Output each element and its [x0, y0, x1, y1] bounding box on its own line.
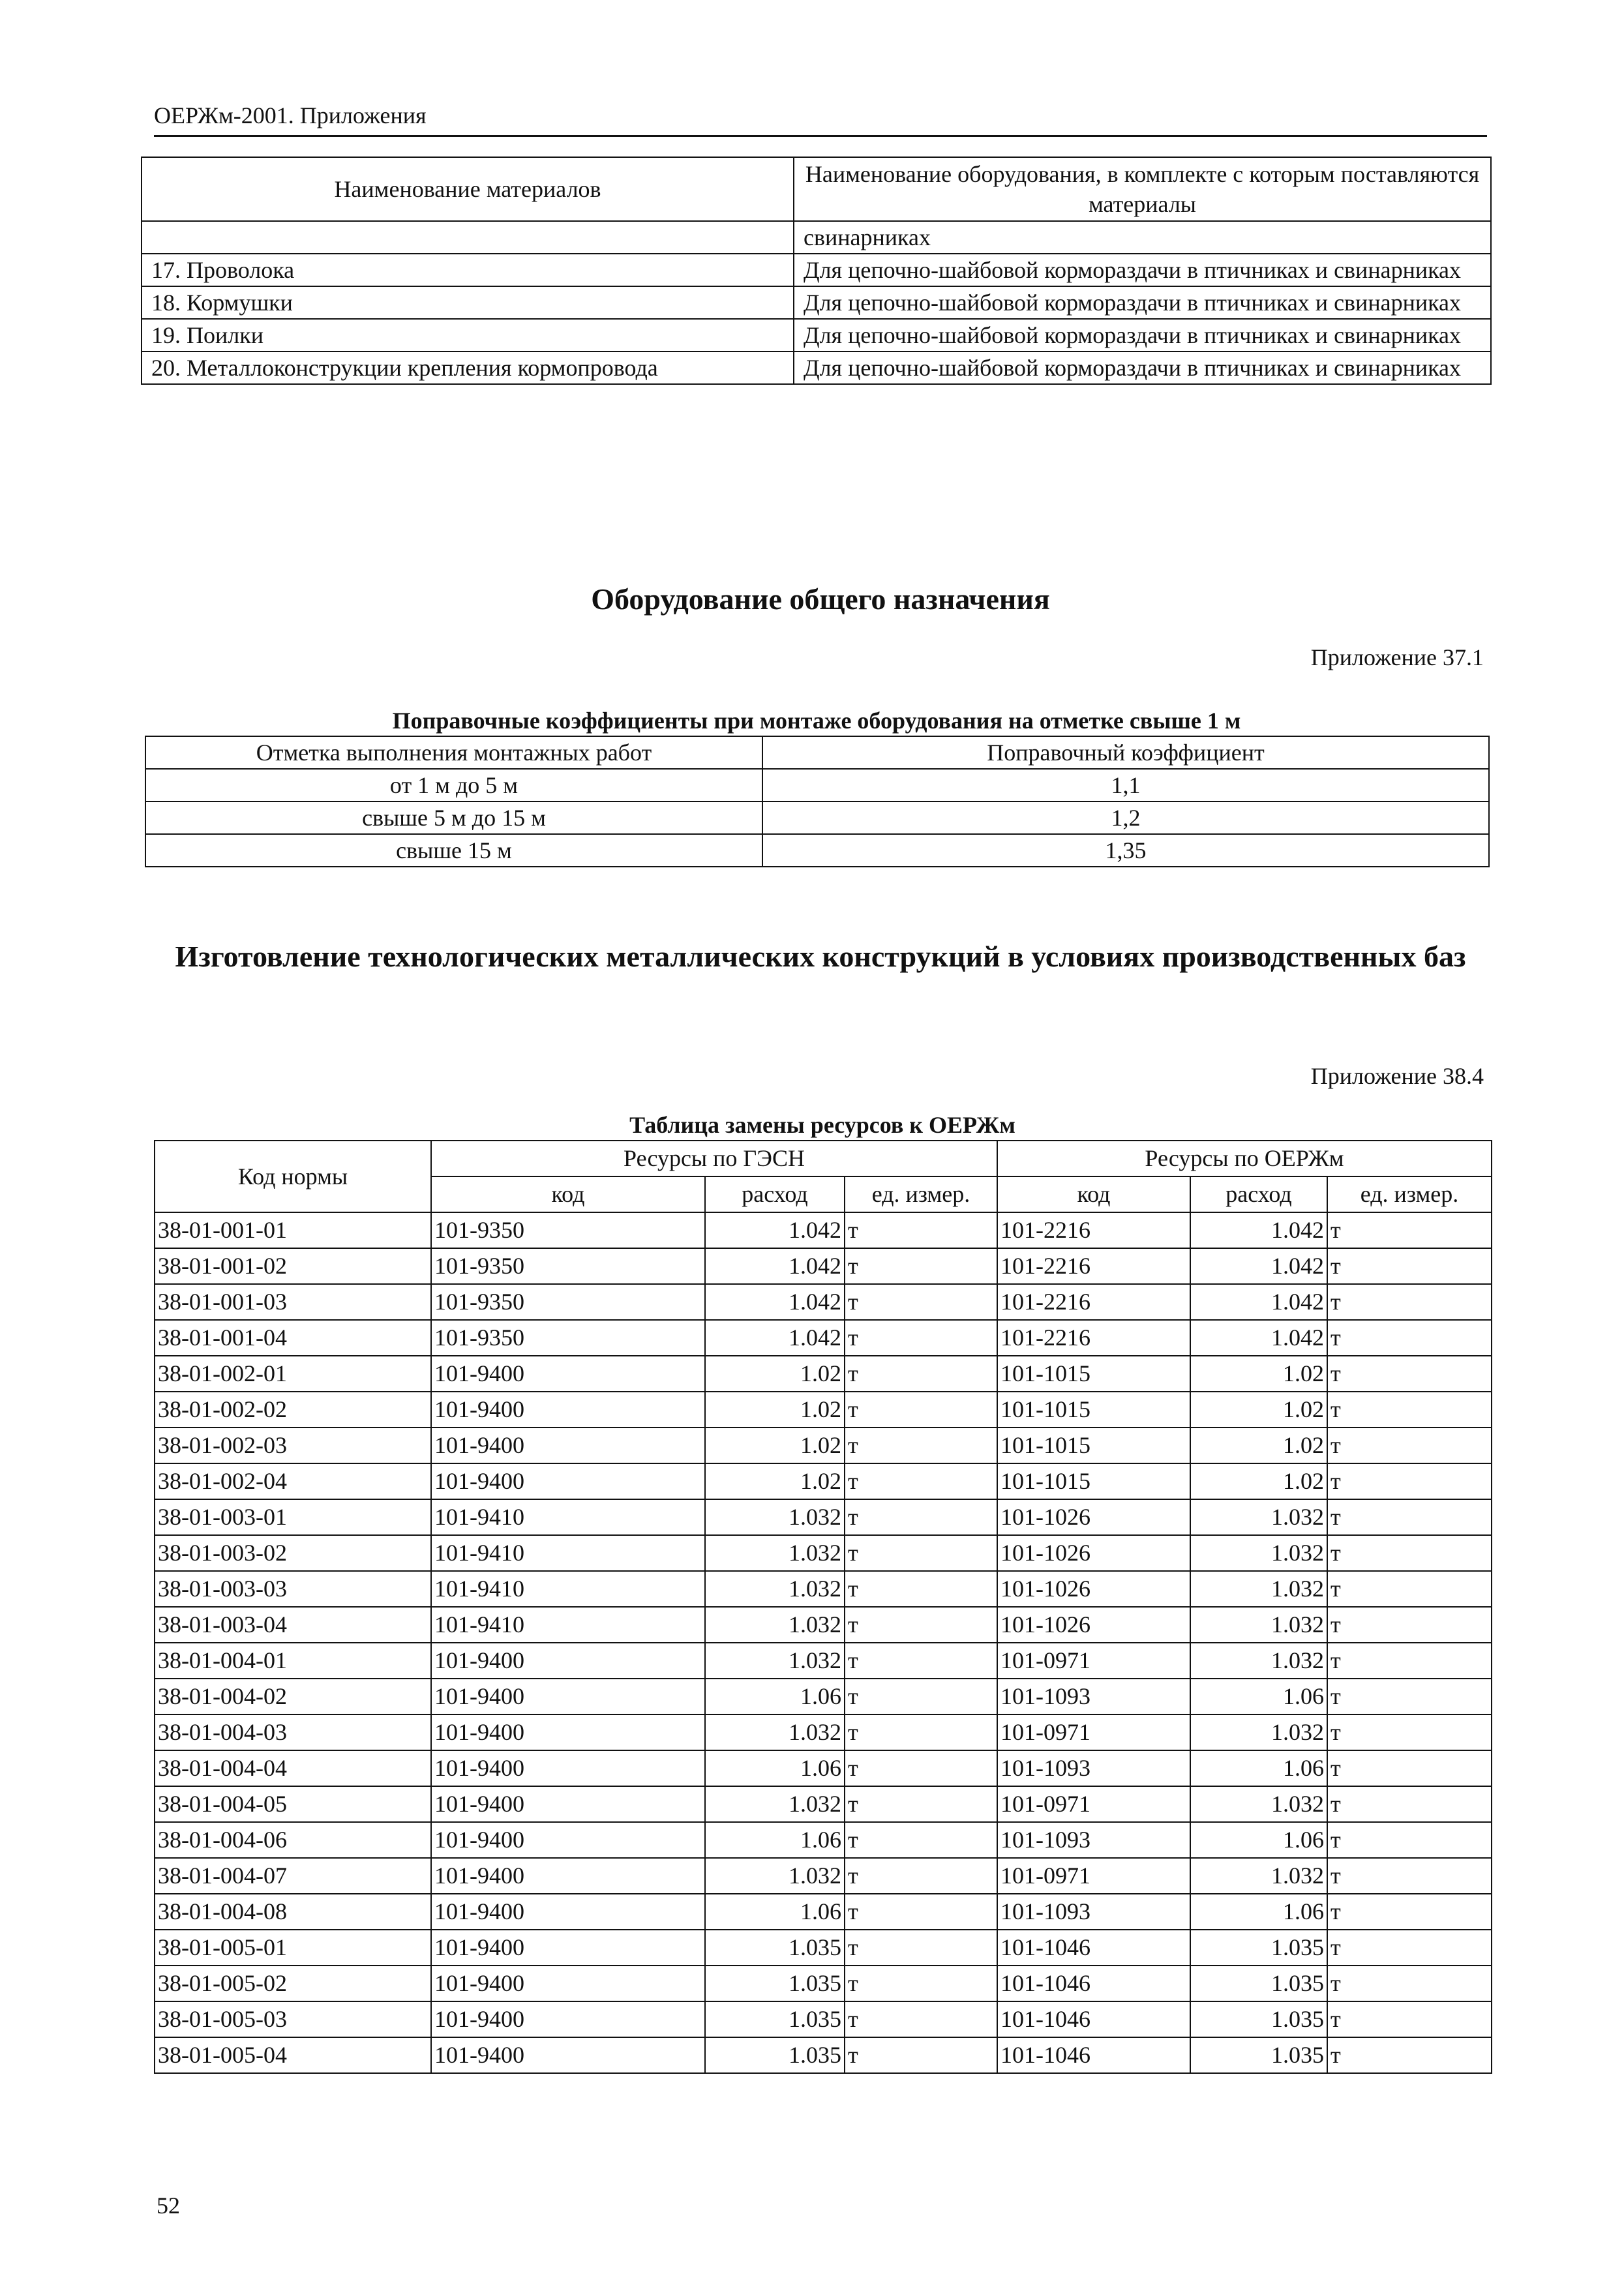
resources-row: [155, 1643, 1492, 1679]
gesn-unit: т: [845, 1392, 997, 1428]
oerzhm-code: 101-2216: [997, 1284, 1190, 1320]
gesn-code: 101-9400: [431, 1894, 705, 1930]
material-equipment: Для цепочно-шайбовой кормораздачи в птичниках и свинарниках: [794, 319, 1491, 352]
oerzhm-code: 101-1015: [997, 1356, 1190, 1392]
header-equipment: Наименование оборудования, в комплекте с которым поставляются материалы: [794, 157, 1491, 221]
material-equipment: Для цепочно-шайбовой кормораздачи в птичниках и свинарниках: [794, 352, 1491, 384]
oerzhm-consumption: 1.02: [1190, 1356, 1327, 1392]
coefficients-row: [145, 834, 1489, 867]
norm-code: 38-01-001-01: [155, 1212, 431, 1248]
gesn-code: 101-9400: [431, 1966, 705, 2001]
oerzhm-code: 101-0971: [997, 1714, 1190, 1750]
header-materials: Наименование материалов: [142, 157, 794, 221]
coefficients-header: [145, 736, 1489, 769]
gesn-consumption: 1.02: [705, 1392, 845, 1428]
gesn-consumption: 1.06: [705, 1750, 845, 1786]
gesn-consumption: 1.042: [705, 1212, 845, 1248]
materials-row: [142, 319, 1491, 352]
header-oerzhm-resources: Ресурсы по ОЕРЖм: [997, 1141, 1492, 1176]
gesn-unit: т: [845, 1248, 997, 1284]
gesn-unit: т: [845, 1284, 997, 1320]
gesn-consumption: 1.032: [705, 1643, 845, 1679]
oerzhm-unit: т: [1327, 2001, 1492, 2037]
resources-row: [155, 1607, 1492, 1643]
gesn-code: 101-9410: [431, 1571, 705, 1607]
materials-row: [142, 286, 1491, 319]
oerzhm-unit: т: [1327, 1750, 1492, 1786]
oerzhm-consumption: 1.032: [1190, 1607, 1327, 1643]
oerzhm-code: 101-1015: [997, 1392, 1190, 1428]
coefficients-table: [145, 736, 1490, 867]
gesn-consumption: 1.02: [705, 1463, 845, 1499]
oerzhm-code: 101-1093: [997, 1750, 1190, 1786]
oerzhm-consumption: 1.06: [1190, 1822, 1327, 1858]
gesn-consumption: 1.032: [705, 1499, 845, 1535]
coefficient-value: 1,1: [762, 769, 1489, 801]
gesn-consumption: 1.035: [705, 2037, 845, 2073]
continuation-empty: [142, 221, 794, 254]
oerzhm-unit: т: [1327, 1894, 1492, 1930]
gesn-unit: т: [845, 1607, 997, 1643]
gesn-consumption: 1.035: [705, 1930, 845, 1966]
norm-code: 38-01-004-02: [155, 1679, 431, 1714]
oerzhm-consumption: 1.035: [1190, 1966, 1327, 2001]
gesn-code: 101-9400: [431, 1463, 705, 1499]
oerzhm-unit: т: [1327, 1284, 1492, 1320]
header-gesn-unit: ед. измер.: [845, 1176, 997, 1212]
coefficients-row: [145, 801, 1489, 834]
oerzhm-consumption: 1.06: [1190, 1679, 1327, 1714]
norm-code: 38-01-003-02: [155, 1535, 431, 1571]
oerzhm-unit: т: [1327, 1535, 1492, 1571]
oerzhm-code: 101-1026: [997, 1535, 1190, 1571]
header-oerzhm-code: код: [997, 1176, 1190, 1212]
oerzhm-consumption: 1.042: [1190, 1284, 1327, 1320]
oerzhm-consumption: 1.035: [1190, 2001, 1327, 2037]
resources-row: [155, 1679, 1492, 1714]
resources-row: [155, 1571, 1492, 1607]
coefficient-value: 1,35: [762, 834, 1489, 867]
oerzhm-code: 101-1093: [997, 1822, 1190, 1858]
gesn-code: 101-9350: [431, 1212, 705, 1248]
gesn-consumption: 1.06: [705, 1822, 845, 1858]
oerzhm-consumption: 1.042: [1190, 1248, 1327, 1284]
gesn-consumption: 1.032: [705, 1535, 845, 1571]
gesn-code: 101-9400: [431, 2037, 705, 2073]
gesn-unit: т: [845, 1463, 997, 1499]
gesn-consumption: 1.032: [705, 1714, 845, 1750]
oerzhm-unit: т: [1327, 2037, 1492, 2073]
gesn-consumption: 1.042: [705, 1248, 845, 1284]
oerzhm-code: 101-1026: [997, 1499, 1190, 1535]
gesn-consumption: 1.032: [705, 1786, 845, 1822]
oerzhm-unit: т: [1327, 1714, 1492, 1750]
gesn-unit: т: [845, 1643, 997, 1679]
oerzhm-code: 101-1015: [997, 1463, 1190, 1499]
page-header: ОЕРЖм-2001. Приложения: [154, 96, 1487, 137]
resources-row: [155, 1284, 1492, 1320]
coefficients-row: [145, 769, 1489, 801]
header-oerzhm-consumption: расход: [1190, 1176, 1327, 1212]
gesn-unit: т: [845, 1212, 997, 1248]
gesn-code: 101-9400: [431, 2001, 705, 2037]
oerzhm-consumption: 1.06: [1190, 1894, 1327, 1930]
gesn-code: 101-9400: [431, 1679, 705, 1714]
gesn-code: 101-9400: [431, 1714, 705, 1750]
oerzhm-unit: т: [1327, 1786, 1492, 1822]
gesn-unit: т: [845, 1535, 997, 1571]
gesn-consumption: 1.032: [705, 1858, 845, 1894]
norm-code: 38-01-002-02: [155, 1392, 431, 1428]
resources-row: [155, 2001, 1492, 2037]
oerzhm-consumption: 1.032: [1190, 1499, 1327, 1535]
material-name: 20. Металлоконструкции крепления кормопровода: [142, 352, 794, 384]
gesn-unit: т: [845, 1966, 997, 2001]
oerzhm-unit: т: [1327, 1248, 1492, 1284]
oerzhm-consumption: 1.032: [1190, 1535, 1327, 1571]
section-title-metal-structures: Изготовление технологических металлических конструкций в условиях производственных баз: [175, 940, 1466, 973]
oerzhm-unit: т: [1327, 1356, 1492, 1392]
oerzhm-consumption: 1.02: [1190, 1428, 1327, 1463]
norm-code: 38-01-004-05: [155, 1786, 431, 1822]
norm-code: 38-01-004-06: [155, 1822, 431, 1858]
coefficient-value: 1,2: [762, 801, 1489, 834]
header-coefficient: Поправочный коэффициент: [762, 736, 1489, 769]
oerzhm-unit: т: [1327, 1822, 1492, 1858]
norm-code: 38-01-004-07: [155, 1858, 431, 1894]
oerzhm-code: 101-2216: [997, 1320, 1190, 1356]
gesn-code: 101-9410: [431, 1499, 705, 1535]
material-name: 17. Проволока: [142, 254, 794, 286]
gesn-unit: т: [845, 1786, 997, 1822]
resources-row: [155, 1392, 1492, 1428]
oerzhm-unit: т: [1327, 1428, 1492, 1463]
mark-range: свыше 15 м: [145, 834, 762, 867]
resources-row: [155, 1428, 1492, 1463]
resources-row: [155, 1320, 1492, 1356]
resources-row: [155, 1786, 1492, 1822]
header-norm-code: Код нормы: [155, 1141, 431, 1212]
norm-code: 38-01-005-04: [155, 2037, 431, 2073]
norm-code: 38-01-004-08: [155, 1894, 431, 1930]
gesn-code: 101-9410: [431, 1607, 705, 1643]
oerzhm-code: 101-1046: [997, 1966, 1190, 2001]
materials-table: [141, 157, 1492, 385]
oerzhm-unit: т: [1327, 1930, 1492, 1966]
material-name: 19. Поилки: [142, 319, 794, 352]
norm-code: 38-01-005-02: [155, 1966, 431, 2001]
norm-code: 38-01-003-03: [155, 1571, 431, 1607]
norm-code: 38-01-003-01: [155, 1499, 431, 1535]
gesn-unit: т: [845, 1822, 997, 1858]
gesn-unit: т: [845, 1428, 997, 1463]
resources-row: [155, 1930, 1492, 1966]
gesn-consumption: 1.032: [705, 1571, 845, 1607]
resources-header-top: [155, 1141, 1492, 1176]
oerzhm-code: 101-1093: [997, 1894, 1190, 1930]
oerzhm-consumption: 1.032: [1190, 1571, 1327, 1607]
norm-code: 38-01-004-03: [155, 1714, 431, 1750]
norm-code: 38-01-002-04: [155, 1463, 431, 1499]
gesn-consumption: 1.035: [705, 2001, 845, 2037]
appendix-38-4: Приложение 38.4: [1310, 1063, 1484, 1089]
oerzhm-code: 101-1015: [997, 1428, 1190, 1463]
gesn-code: 101-9400: [431, 1392, 705, 1428]
gesn-unit: т: [845, 1320, 997, 1356]
oerzhm-code: 101-1046: [997, 2037, 1190, 2073]
gesn-code: 101-9410: [431, 1535, 705, 1571]
section-title-general-equipment: Оборудование общего назначения: [591, 582, 1050, 616]
gesn-unit: т: [845, 1930, 997, 1966]
gesn-consumption: 1.032: [705, 1607, 845, 1643]
gesn-code: 101-9400: [431, 1786, 705, 1822]
gesn-code: 101-9400: [431, 1750, 705, 1786]
gesn-consumption: 1.042: [705, 1320, 845, 1356]
gesn-code: 101-9400: [431, 1643, 705, 1679]
gesn-code: 101-9400: [431, 1858, 705, 1894]
norm-code: 38-01-005-03: [155, 2001, 431, 2037]
gesn-code: 101-9400: [431, 1428, 705, 1463]
gesn-code: 101-9400: [431, 1930, 705, 1966]
continuation-text: свинарниках: [794, 221, 1491, 254]
resources-row: [155, 1499, 1492, 1535]
resources-row: [155, 1463, 1492, 1499]
oerzhm-unit: т: [1327, 1392, 1492, 1428]
mark-range: от 1 м до 5 м: [145, 769, 762, 801]
resources-row: [155, 1894, 1492, 1930]
gesn-consumption: 1.02: [705, 1356, 845, 1392]
continuation-row: [142, 221, 1491, 254]
gesn-unit: т: [845, 1750, 997, 1786]
oerzhm-unit: т: [1327, 1679, 1492, 1714]
gesn-consumption: 1.06: [705, 1894, 845, 1930]
oerzhm-consumption: 1.032: [1190, 1714, 1327, 1750]
gesn-consumption: 1.042: [705, 1284, 845, 1320]
oerzhm-consumption: 1.02: [1190, 1392, 1327, 1428]
gesn-unit: т: [845, 1894, 997, 1930]
gesn-code: 101-9400: [431, 1822, 705, 1858]
header-gesn-consumption: расход: [705, 1176, 845, 1212]
norm-code: 38-01-001-02: [155, 1248, 431, 1284]
gesn-unit: т: [845, 1499, 997, 1535]
gesn-code: 101-9350: [431, 1320, 705, 1356]
oerzhm-consumption: 1.042: [1190, 1320, 1327, 1356]
oerzhm-unit: т: [1327, 1463, 1492, 1499]
gesn-unit: т: [845, 1571, 997, 1607]
coefficients-caption: Поправочные коэффициенты при монтаже оборудования на отметке свыше 1 м: [392, 708, 1241, 734]
norm-code: 38-01-001-03: [155, 1284, 431, 1320]
oerzhm-unit: т: [1327, 1212, 1492, 1248]
gesn-code: 101-9350: [431, 1284, 705, 1320]
oerzhm-code: 101-1026: [997, 1571, 1190, 1607]
appendix-37-1: Приложение 37.1: [1310, 644, 1484, 670]
resources-row: [155, 1535, 1492, 1571]
header-gesn-code: код: [431, 1176, 705, 1212]
resources-row: [155, 1750, 1492, 1786]
gesn-consumption: 1.06: [705, 1679, 845, 1714]
oerzhm-consumption: 1.035: [1190, 2037, 1327, 2073]
header-gesn-resources: Ресурсы по ГЭСН: [431, 1141, 997, 1176]
page-number: 52: [157, 2192, 180, 2219]
oerzhm-consumption: 1.032: [1190, 1858, 1327, 1894]
oerzhm-code: 101-0971: [997, 1786, 1190, 1822]
oerzhm-code: 101-0971: [997, 1858, 1190, 1894]
oerzhm-code: 101-2216: [997, 1212, 1190, 1248]
norm-code: 38-01-005-01: [155, 1930, 431, 1966]
norm-code: 38-01-001-04: [155, 1320, 431, 1356]
resources-row: [155, 1966, 1492, 2001]
gesn-unit: т: [845, 2001, 997, 2037]
oerzhm-code: 101-1093: [997, 1679, 1190, 1714]
gesn-unit: т: [845, 1714, 997, 1750]
norm-code: 38-01-002-01: [155, 1356, 431, 1392]
gesn-code: 101-9400: [431, 1356, 705, 1392]
oerzhm-code: 101-1046: [997, 1930, 1190, 1966]
resources-row: [155, 2037, 1492, 2073]
gesn-unit: т: [845, 1679, 997, 1714]
material-equipment: Для цепочно-шайбовой кормораздачи в птичниках и свинарниках: [794, 254, 1491, 286]
gesn-consumption: 1.02: [705, 1428, 845, 1463]
oerzhm-consumption: 1.06: [1190, 1750, 1327, 1786]
oerzhm-unit: т: [1327, 1643, 1492, 1679]
gesn-unit: т: [845, 2037, 997, 2073]
gesn-unit: т: [845, 1356, 997, 1392]
materials-row: [142, 352, 1491, 384]
oerzhm-unit: т: [1327, 1571, 1492, 1607]
oerzhm-code: 101-1026: [997, 1607, 1190, 1643]
materials-row: [142, 254, 1491, 286]
norm-code: 38-01-004-04: [155, 1750, 431, 1786]
norm-code: 38-01-003-04: [155, 1607, 431, 1643]
gesn-unit: т: [845, 1858, 997, 1894]
resources-row: [155, 1212, 1492, 1248]
norm-code: 38-01-002-03: [155, 1428, 431, 1463]
oerzhm-consumption: 1.042: [1190, 1212, 1327, 1248]
oerzhm-consumption: 1.032: [1190, 1786, 1327, 1822]
resources-row: [155, 1714, 1492, 1750]
resources-row: [155, 1248, 1492, 1284]
material-equipment: Для цепочно-шайбовой кормораздачи в птичниках и свинарниках: [794, 286, 1491, 319]
gesn-code: 101-9350: [431, 1248, 705, 1284]
oerzhm-code: 101-0971: [997, 1643, 1190, 1679]
oerzhm-code: 101-1046: [997, 2001, 1190, 2037]
oerzhm-unit: т: [1327, 1320, 1492, 1356]
resources-caption: Таблица замены ресурсов к ОЕРЖм: [629, 1112, 1015, 1138]
gesn-consumption: 1.035: [705, 1966, 845, 2001]
oerzhm-code: 101-2216: [997, 1248, 1190, 1284]
resources-table: [154, 1140, 1492, 2074]
norm-code: 38-01-004-01: [155, 1643, 431, 1679]
header-oerzhm-unit: ед. измер.: [1327, 1176, 1492, 1212]
mark-range: свыше 5 м до 15 м: [145, 801, 762, 834]
resources-row: [155, 1822, 1492, 1858]
oerzhm-consumption: 1.032: [1190, 1643, 1327, 1679]
resources-row: [155, 1356, 1492, 1392]
oerzhm-unit: т: [1327, 1858, 1492, 1894]
oerzhm-unit: т: [1327, 1966, 1492, 2001]
resources-row: [155, 1858, 1492, 1894]
oerzhm-consumption: 1.02: [1190, 1463, 1327, 1499]
oerzhm-consumption: 1.035: [1190, 1930, 1327, 1966]
material-name: 18. Кормушки: [142, 286, 794, 319]
oerzhm-unit: т: [1327, 1607, 1492, 1643]
header-mark: Отметка выполнения монтажных работ: [145, 736, 762, 769]
oerzhm-unit: т: [1327, 1499, 1492, 1535]
materials-table-header: [142, 157, 1491, 221]
